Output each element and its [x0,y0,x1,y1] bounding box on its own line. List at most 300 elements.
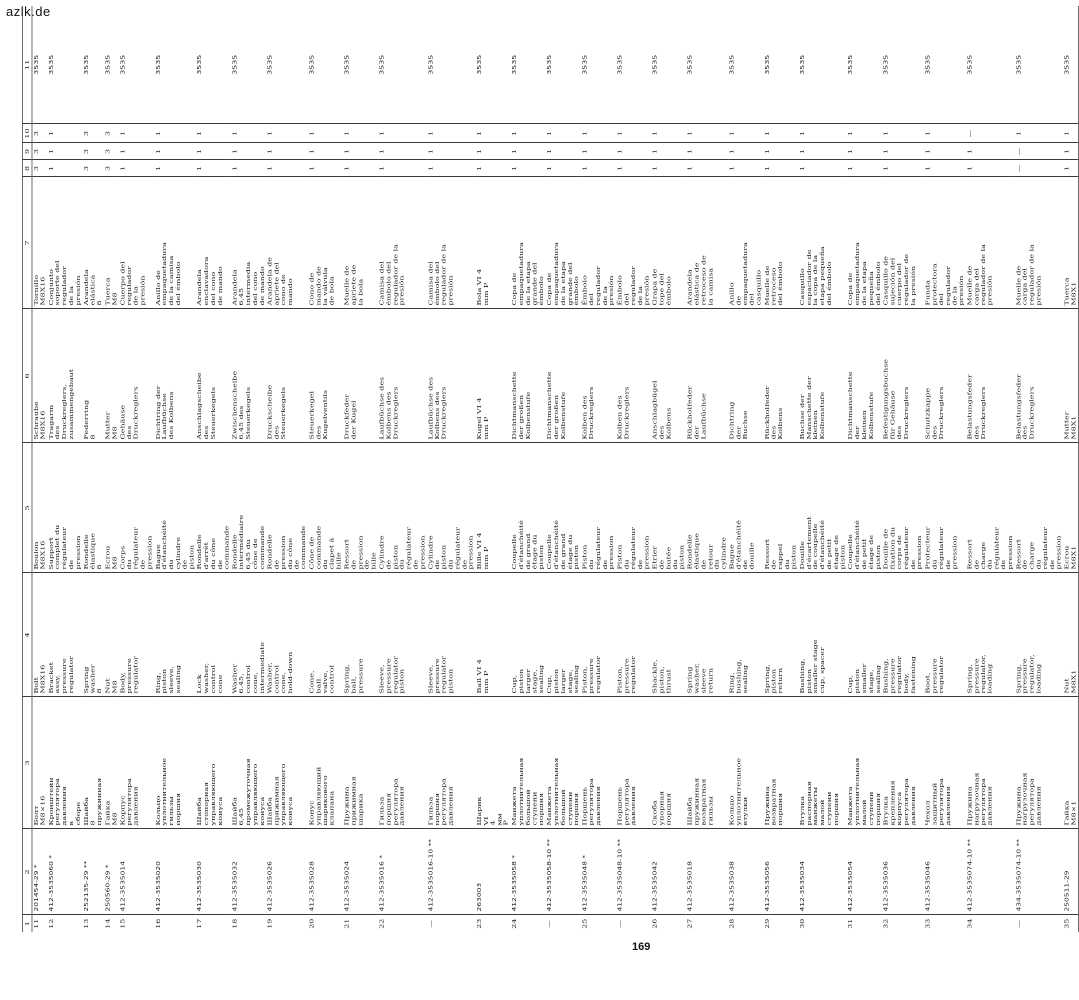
qty-col8: 1 [686,160,728,177]
qty-col10: 1 [1015,124,1064,143]
part-number: 412-3535020 [154,829,196,915]
fitment-code: 3535 [616,6,651,124]
qty-col9: 1 [882,143,924,160]
desc-ru: Манжета уплотнительная малой ступени поршня [847,697,882,829]
item-number: — [616,919,623,928]
fitment-code: 3535 [427,6,476,124]
desc-ru: Манжета уплотнительная большой ступени поршня [546,697,581,829]
fitment-code: 3535 [47,6,82,124]
fitment-code: 3535 [308,6,343,124]
table-row [616,6,651,932]
desc-en: Bolt M8X16 [32,573,47,697]
qty-col10: 1 [378,124,427,143]
desc-fr: Douille d'écartement de coupelle d'étanchéité de petit étage de piston [798,443,847,573]
part-number: 412-3535018 [686,829,728,915]
part-number: 412-3535058-10 ** [546,829,581,915]
desc-fr: Rondelle élastique 8 [82,443,104,573]
qty-col10: — [966,124,1015,143]
desc-en: Bushing, pressure regulator body, fastening [882,573,924,697]
desc-ru: Шарик VI 4 мм P [475,697,510,829]
desc-es: Anillo de empaquetadura de la camisa del émbolo [154,177,196,309]
qty-col9: 1 [266,143,308,160]
fitment-code: 3535 [798,6,847,124]
qty-col9: 1 [847,143,882,160]
desc-es: Émbolo del regulador de la presión [616,177,651,309]
desc-de: Kugel VI 4 mm P [475,309,510,443]
qty-col10: 1 [119,124,154,143]
desc-de: Rückholfeder der Laufbüchse [686,309,728,443]
desc-ru: Гильза поршня регулятора давления [378,697,427,829]
desc-ru: Втулка распорная манжеты малой ступени поршня [798,697,847,829]
fitment-code: 3535 [32,6,47,124]
item-number: 21 [343,918,350,929]
desc-ru: Пружина прижимная шарика [343,697,378,829]
desc-ru: Конус управляющий шарикового клапана [308,697,343,829]
header-row [22,6,32,932]
item-number: 19 [266,918,273,929]
desc-ru: Чехол защитный регулятора давления [924,697,966,829]
desc-de: Schutzkappe des Druckreglers [924,309,966,443]
qty-col10: 1 [475,124,510,143]
qty-col9: 1 [47,143,82,160]
item-number: 14 [104,918,111,929]
qty-col10: 1 [511,124,546,143]
qty-col9: 1 [343,143,378,160]
desc-es: Copa de empaquetadura de la etapa grande del émbolo [511,177,546,309]
part-number: 412-3535036 [882,829,924,915]
desc-de: Befestigungsbuchse für Gehäuse des Druckreglers [882,309,924,443]
col-header-5: 5 [22,443,32,573]
fitment-code: 3535 [763,6,798,124]
desc-fr: Ressort de pression de bille [343,443,378,573]
table-row [798,6,847,932]
desc-fr: Bague d'étanchéité du cylindre de piston [154,443,196,573]
part-number: 412-3535054 [847,829,882,915]
item-number: — [1015,919,1022,928]
desc-en: Spring washer, sleeve return [686,573,728,697]
item-number: 26 [651,918,659,929]
desc-ru: Шайба пружинная возвратная гильзы [686,697,728,829]
qty-col10: 1 [427,124,476,143]
desc-en: Ball VI 4 mm P [475,573,510,697]
table-row [882,6,924,932]
desc-de: Laufbüchse des Kolbens des Druckreglers [427,309,476,443]
qty-col8: 1 [427,160,476,177]
qty-col10: 1 [798,124,847,143]
fitment-code: 3535 [651,6,686,124]
col-header-4: 4 [22,573,32,697]
desc-es: Tuerca M8X1 [1063,177,1078,309]
table-row [581,6,616,932]
table-row [924,6,966,932]
item-number: 24 [511,918,518,929]
desc-de: Dichtring der Laufbüchse des Kolbens [154,309,196,443]
qty-col8: 1 [847,160,882,177]
desc-es: Cuerpo del regulador de la presión [119,177,154,309]
desc-de: Kolben des Druckreglers [581,309,616,443]
desc-fr: Cylindre de piston du régulateur de pression [427,443,476,573]
desc-de: Anschlagbügel des Kolbens [651,309,686,443]
desc-de: Rückholfeder des Kolbens [763,309,798,443]
desc-fr: Ressort de charge du régulateur de pression [1015,443,1064,573]
qty-col8: 1 [581,160,616,177]
parts-table-body [32,6,1078,932]
desc-de: Mutter M8 [104,309,119,443]
qty-col8: — [1015,160,1064,177]
table-row [475,6,510,932]
desc-de: Gehäuse des Druckreglers [119,309,154,443]
item-number: 28 [728,918,736,929]
qty-col8: 1 [728,160,763,177]
part-number: 412-3535038 [728,829,763,915]
desc-fr: Coupelle d'étanchéité de petit étage de piston [847,443,882,573]
watermark: azlk.de [6,4,51,19]
desc-ru: Поршень регулятора давления [581,697,616,829]
desc-ru: Пружина возвратная поршня [763,697,798,829]
part-number: 412-3535030 [196,829,231,915]
fitment-code: 3535 [378,6,427,124]
desc-es: Arandela elástica de retroceso de la camisa [686,177,728,309]
qty-col10: 1 [1063,124,1078,143]
fitment-code: 3535 [266,6,308,124]
fitment-code: 3535 [924,6,966,124]
part-number: 412-3535016-10 ** [427,829,476,915]
desc-en: Piston, pressure regulator [581,573,616,697]
desc-en: Spring, pressure regulator, loading [1015,573,1064,697]
fitment-code: 3535 [231,6,266,124]
part-number: 412-3535060 * [47,829,82,915]
fitment-code: 3535 [343,6,378,124]
desc-fr: Rondelle intermédiaire 6,45 du cône de commande [231,443,266,573]
page-number: 169 [632,941,651,953]
desc-en: Spring, piston return [763,573,798,697]
desc-fr: Douille de fixation du corps de régulateur de pression [882,443,924,573]
qty-col10: 1 [924,124,966,143]
item-number: 20 [308,918,315,929]
qty-col10: 1 [343,124,378,143]
table-row [119,6,154,932]
item-number: 29 [763,918,771,929]
col-header-8: 8 [22,160,32,177]
qty-col8: 1 [343,160,378,177]
qty-col9: 1 [651,143,686,160]
fitment-code: 3535 [154,6,196,124]
desc-en: Spring, ball, pressure [343,573,378,697]
part-number: 412-3535058 * [511,829,546,915]
table-row [1015,6,1064,932]
qty-col8: 1 [308,160,343,177]
qty-col10: 1 [47,124,82,143]
qty-col8: 1 [966,160,1015,177]
qty-col8: 1 [651,160,686,177]
desc-ru: Поршень регулятора давления [616,697,651,829]
desc-es: Camisa del émbolo del regulador de la presión [427,177,476,309]
desc-en: Lock washer, control cone [196,573,231,697]
qty-col10: 1 [154,124,196,143]
qty-col8: 1 [47,160,82,177]
qty-col8: 1 [196,160,231,177]
fitment-code: 3535 [119,6,154,124]
desc-en: Cup, piston larger stage, sealing [546,573,581,697]
desc-ru: Шайба прижимная управляющего конуса [266,697,308,829]
desc-ru: Втулка крепления корпуса регулятора давления [882,697,924,829]
desc-fr: Coupelle d'étanchéité de grand étage du piston [546,443,581,573]
item-number: 32 [882,918,890,929]
desc-fr: Etrier de butée du piston [651,443,686,573]
desc-fr: Ecrou M8 [104,443,119,573]
desc-ru: Гильза поршня регулятора давления [427,697,476,829]
qty-col9: 1 [763,143,798,160]
desc-es: Tornillo M8X16 [32,177,47,309]
part-number: 412-3535048-10 ** [616,829,651,915]
desc-es: Anillo de empaquetadura del casquillo [728,177,763,309]
desc-es: Muelle de apriete de la bola [343,177,378,309]
desc-de: Buchse der Manschette der kleinen Kolbenstufe [798,309,847,443]
qty-col9: 1 [616,143,651,160]
table-row [82,6,104,932]
qty-col10: 1 [763,124,798,143]
fitment-code: 3535 [581,6,616,124]
part-number: 250560-29 * [104,829,119,915]
table-row [427,6,476,932]
desc-en: Spring, pressure regulator, loading [966,573,1015,697]
table-row [196,6,231,932]
item-number: 16 [154,918,161,929]
desc-de: Belastungsfeder des Druckreglers [966,309,1015,443]
item-number: 25 [581,918,588,929]
desc-en: Boot, pressure regulator [924,573,966,697]
item-number: 23 [476,918,483,929]
desc-es: Casquillo de sujeción del cuerpo del regulador de la presión [882,177,924,309]
desc-es: Arandela 6,45 intermedia del cono de mando [231,177,266,309]
desc-fr: Rondelle élastique de retour du cylindre [686,443,728,573]
desc-ru: Манжета уплотнительная большой ступени поршня [511,697,546,829]
item-number: 30 [799,918,806,929]
part-number: 252135-29 ** [82,829,104,915]
qty-col10: 3 [104,124,119,143]
qty-col10: 1 [546,124,581,143]
item-number: — [427,919,434,928]
desc-en: Sleeve, pressure regulator piston [378,573,427,697]
part-number: 412-3535026 [266,829,308,915]
qty-col9: 1 [196,143,231,160]
qty-col8: 1 [924,160,966,177]
desc-ru: Кронштейн регулятора давления в сборе [47,697,82,829]
table-row [651,6,686,932]
qty-col8: 1 [616,160,651,177]
item-number: 17 [196,918,203,929]
desc-ru: Кольцо уплотнительное гильзы поршня [154,697,196,829]
qty-col9: 1 [154,143,196,160]
desc-en: Cone, ball valve, control [308,573,343,697]
item-number: 12 [47,918,55,929]
table-row [308,6,343,932]
desc-es: Copa de empaquetadura de la etapa pequeña del émbolo [847,177,882,309]
qty-col8: 1 [266,160,308,177]
fitment-code: 3535 [882,6,924,124]
desc-fr: Bague d'étanchéité de douille [728,443,763,573]
desc-en: Washer, control cone, hold-down [266,573,308,697]
table-row [546,6,581,932]
desc-ru: Гайка M8 [104,697,119,829]
part-number: 412-3535074-10 ** [966,829,1015,915]
item-number: 22 [378,918,386,929]
desc-fr: Bille VI 4 mm P [475,443,510,573]
table-row [266,6,308,932]
item-number: 33 [924,918,931,929]
qty-col8: 1 [475,160,510,177]
fitment-code: 3535 [546,6,581,124]
table-row [763,6,798,932]
qty-col10: 1 [308,124,343,143]
fitment-code: 3535 [511,6,546,124]
part-number: 412-3535046 [924,829,966,915]
qty-col8: 1 [882,160,924,177]
desc-es: Tuerca M8 [104,177,119,309]
desc-fr: Support complet du régulateur de pression [47,443,82,573]
table-row [1063,6,1078,932]
fitment-code: 3535 [475,6,510,124]
fitment-code: 3535 [196,6,231,124]
part-number: 412-3535034 [798,829,847,915]
desc-fr: Protecteur du régulateur de pression [924,443,966,573]
desc-de: Belastungsfeder des Druckreglers [1015,309,1064,443]
item-number: 31 [847,918,854,929]
desc-ru: Гайка M8×1 [1063,697,1078,829]
fitment-code: 3535 [82,6,104,124]
desc-en: Cup, piston smaller stage, sealing [847,573,882,697]
qty-col9: 1 [308,143,343,160]
desc-en: Piston, pressure regulator [616,573,651,697]
fitment-code: 3535 [104,6,119,124]
qty-col9: 3 [82,143,104,160]
desc-es: Conjunto soporte del regulador de la presión [47,177,82,309]
part-number: 412-3535048 * [581,829,616,915]
qty-col10: 1 [581,124,616,143]
fitment-code: 3535 [686,6,728,124]
qty-col9: 1 [924,143,966,160]
fitment-code: 3535 [847,6,882,124]
table-row [966,6,1015,932]
table-row [231,6,266,932]
table-row [47,6,82,932]
desc-en: Cup, piston larger stage, sealing [511,573,546,697]
part-number: 412-3535028 [308,829,343,915]
desc-en: Ring, bushing, sealing [728,573,763,697]
desc-fr: Rondelle d'arrêt du cône de commande [196,443,231,573]
desc-de: Druckscheibe des Steuerkegels [266,309,308,443]
desc-es: Muelle de carga del regulador de la presión [966,177,1015,309]
fitment-code: 3535 [1063,6,1078,124]
desc-es: Casquillo espaciador de la copa de la etapa pequeña del émbolo [798,177,847,309]
item-number: 34 [966,918,973,929]
table-row [686,6,728,932]
desc-es: Émbolo del regulador de la presión [581,177,616,309]
qty-col9: 1 [728,143,763,160]
qty-col8: 1 [1063,160,1078,177]
qty-col8: 1 [231,160,266,177]
desc-fr: Boulon M8X16 [32,443,47,573]
qty-col8: 1 [798,160,847,177]
part-number: 434-3535074-10 ** [1015,829,1064,915]
qty-col9: 1 [511,143,546,160]
part-number: 412-3535014 [119,829,154,915]
desc-fr: Piston du régulateur de pression [616,443,651,573]
item-number: 18 [231,918,238,929]
qty-col10: 1 [882,124,924,143]
desc-en: Spring washer 8 [82,573,104,697]
desc-fr: Piston du régulateur de pression [581,443,616,573]
part-number: 250511-29 [1063,829,1078,915]
part-number: 412-3535042 [651,829,686,915]
desc-es: Bola VI 4 mm P [475,177,510,309]
part-number: 412-3535056 [763,829,798,915]
qty-col8: 3 [82,160,104,177]
table-row [847,6,882,932]
qty-col9: 1 [966,143,1015,160]
table-row [32,6,47,932]
qty-col9: 1 [119,143,154,160]
qty-col9: 1 [475,143,510,160]
desc-fr: Corps du régulateur de pression [119,443,154,573]
qty-col10: 1 [847,124,882,143]
desc-ru: Шайба 8 пружинная [82,697,104,829]
item-number: 27 [686,918,694,929]
item-number: — [546,919,553,928]
desc-ru: Кольцо уплотнительное втулки [728,697,763,829]
table-row [104,6,119,932]
desc-ru: Пружина нагрузочная регулятора давления [966,697,1015,829]
desc-en: Nut M8 [104,573,119,697]
desc-fr: Ressort de charge du régulateur de pression [966,443,1015,573]
qty-col9: — [1015,143,1064,160]
desc-de: Zwischenscheibe 6,45 des Steuerkegels [231,309,266,443]
col-header-9: 9 [22,143,32,160]
qty-col9: 1 [427,143,476,160]
col-header-6: 6 [22,309,32,443]
desc-de: Tragarm des Druckreglers, zusammengebaut [47,309,82,443]
qty-col10: 1 [196,124,231,143]
desc-de: Schraube M8X16 [32,309,47,443]
qty-col10: 1 [266,124,308,143]
qty-col8: 1 [511,160,546,177]
col-header-7: 7 [22,177,32,309]
desc-es: Arandela elástica 8 [82,177,104,309]
qty-col10: 1 [616,124,651,143]
table-row [343,6,378,932]
table-row [728,6,763,932]
desc-de: Anschlagscheibe des Steuerkegels [196,309,231,443]
fitment-code: 3535 [966,6,1015,124]
desc-en: Washer 6.45, control cone, intermediate [231,573,266,697]
qty-col8: 1 [763,160,798,177]
desc-es: Funda protectora del regulador de la presión [924,177,966,309]
table-row [511,6,546,932]
desc-fr: Cylindre de piston du régulateur de pression [378,443,427,573]
qty-col10: 1 [651,124,686,143]
col-header-1: 1 [22,915,32,932]
fitment-code: 3535 [728,6,763,124]
col-header-10: 10 [22,124,32,143]
desc-de: Druckfeder der Kugel [343,309,378,443]
part-number: 412-3535024 [343,829,378,915]
parts-table [22,6,1079,932]
part-number: 412-3535016 * [378,829,427,915]
desc-de: Dichtmanschette der großen Kolbenstufe [546,309,581,443]
qty-col10: 1 [728,124,763,143]
qty-col9: 3 [104,143,119,160]
desc-fr: Rondelle de pression du cône de commande [266,443,308,573]
